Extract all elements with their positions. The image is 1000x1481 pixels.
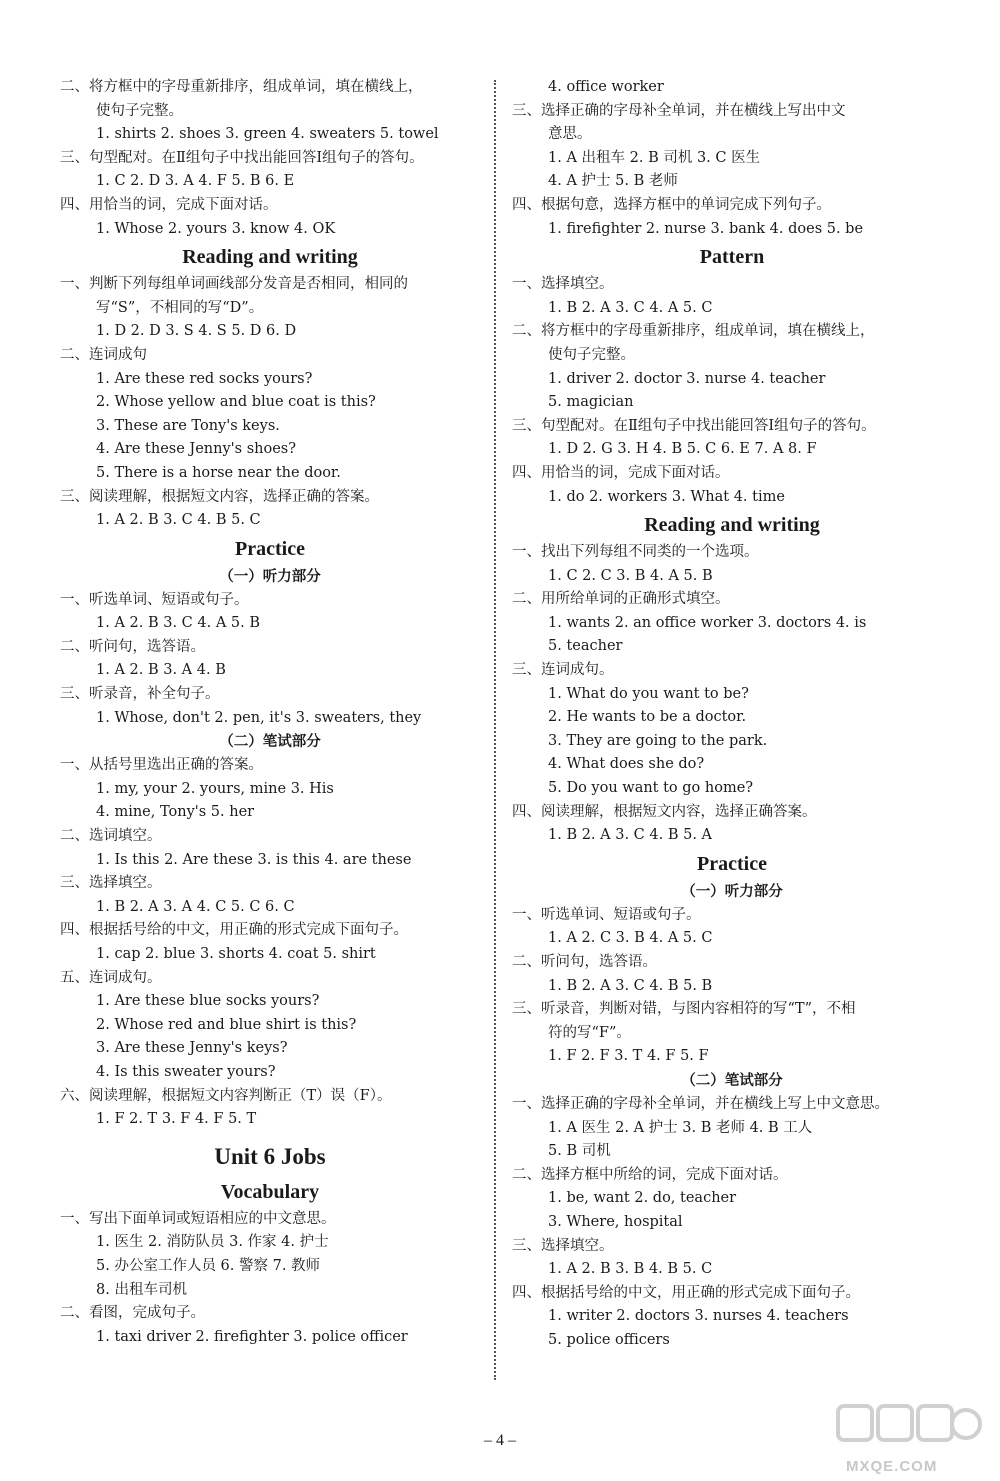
question-heading: 三、阅读理解，根据短文内容，选择正确的答案。 bbox=[60, 488, 379, 505]
subsection-heading: （一）听力部分 bbox=[681, 882, 783, 900]
answer-line: 1. Whose, don't 2. pen, it's 3. sweaters, they bbox=[96, 709, 422, 726]
answer-line: 1. 医生 2. 消防队员 3. 作家 4. 护士 bbox=[96, 1234, 329, 1251]
answer-line: 1. F 2. F 3. T 4. F 5. F bbox=[548, 1048, 709, 1065]
answer-line: 1. A 2. B 3. C 4. A 5. B bbox=[96, 615, 261, 632]
answer-line: 1. A 医生 2. A 护士 3. B 老师 4. B 工人 bbox=[548, 1119, 813, 1136]
question-heading: 三、句型配对。在Ⅱ组句子中找出能回答Ⅰ组句子的答句。 bbox=[512, 417, 876, 434]
question-heading: 五、连词成句。 bbox=[60, 969, 162, 986]
answer-line: 3. Where, hospital bbox=[548, 1213, 683, 1230]
answer-line: 8. 出租车司机 bbox=[96, 1281, 187, 1298]
question-heading: 一、写出下面单词或短语相应的中文意思。 bbox=[60, 1210, 336, 1227]
question-heading: 二、将方框中的字母重新排序，组成单词，填在横线上， bbox=[60, 79, 423, 95]
answer-line: 写“S”，不相同的写“D”。 bbox=[96, 299, 264, 316]
question-heading: 一、选择填空。 bbox=[512, 276, 614, 293]
answer-line: 1. D 2. D 3. S 4. S 5. D 6. D bbox=[96, 323, 297, 340]
section-heading: Pattern bbox=[699, 246, 765, 269]
question-heading: 二、连词成句 bbox=[60, 346, 147, 363]
question-heading: 四、根据句意，选择方框中的单词完成下列句子。 bbox=[512, 196, 831, 213]
answer-line: 4. Is this sweater yours? bbox=[96, 1063, 276, 1080]
answer-line: 1. my, your 2. yours, mine 3. His bbox=[96, 780, 334, 797]
answer-line: 1. B 2. A 3. C 4. B 5. B bbox=[548, 977, 713, 994]
answer-line: 1. What do you want to be? bbox=[548, 685, 749, 702]
answer-line: 2. Whose red and blue shirt is this? bbox=[96, 1016, 357, 1033]
answer-line: 3. Are these Jenny's keys? bbox=[96, 1040, 288, 1057]
answer-line: 3. They are going to the park. bbox=[548, 732, 768, 749]
answer-line: 1. Are these blue socks yours? bbox=[96, 993, 320, 1010]
left-column bbox=[60, 76, 480, 1349]
question-heading: 三、选择填空。 bbox=[512, 1237, 614, 1254]
answer-line: 1. taxi driver 2. firefighter 3. police officer bbox=[96, 1328, 408, 1345]
question-heading: 六、阅读理解，根据短文内容判断正（T）误（F）。 bbox=[60, 1087, 392, 1104]
answer-line: 1. B 2. A 3. C 4. A 5. C bbox=[548, 299, 713, 316]
answer-line: 4. A 护士 5. B 老师 bbox=[548, 173, 678, 190]
answer-line: 1. driver 2. doctor 3. nurse 4. teacher bbox=[548, 370, 826, 387]
section-heading: Reading and writing bbox=[182, 246, 358, 269]
answer-line: 1. A 2. B 3. C 4. B 5. C bbox=[96, 512, 261, 529]
answer-line: 1. A 2. C 3. B 4. A 5. C bbox=[548, 930, 713, 947]
question-heading: 三、句型配对。在Ⅱ组句子中找出能回答Ⅰ组句子的答句。 bbox=[60, 149, 424, 166]
answer-line: 1. B 2. A 3. A 4. C 5. C 6. C bbox=[96, 898, 295, 915]
answer-line: 意思。 bbox=[548, 126, 592, 143]
answer-line: 5. 办公室工作人员 6. 警察 7. 教师 bbox=[96, 1257, 321, 1274]
answer-line: 5. B 司机 bbox=[548, 1143, 611, 1160]
answer-line: 使句子完整。 bbox=[96, 102, 183, 119]
answer-line: 5. Do you want to go home? bbox=[548, 780, 754, 797]
answer-line: 1. D 2. G 3. H 4. B 5. C 6. E 7. A 8. F bbox=[548, 441, 817, 458]
answer-line: 1. wants 2. an office worker 3. doctors 4. is bbox=[548, 614, 867, 631]
question-heading: 三、听录音，判断对错，与图内容相符的写“T”，不相 bbox=[512, 1001, 856, 1018]
right-column bbox=[512, 76, 952, 1353]
subsection-heading: （二）笔试部分 bbox=[219, 733, 321, 751]
question-heading: 四、用恰当的词，完成下面对话。 bbox=[512, 464, 730, 481]
answer-line: 1. be, want 2. do, teacher bbox=[548, 1190, 737, 1207]
answer-line: 1. do 2. workers 3. What 4. time bbox=[548, 488, 785, 505]
answer-line: 4. office worker bbox=[548, 79, 664, 95]
answer-line: 3. These are Tony's keys. bbox=[96, 417, 280, 434]
question-heading: 二、将方框中的字母重新排序，组成单词，填在横线上， bbox=[512, 323, 875, 340]
question-heading: 二、听问句，选答语。 bbox=[512, 954, 657, 970]
answer-line: 4. mine, Tony's 5. her bbox=[96, 804, 255, 821]
answer-line: 1. shirts 2. shoes 3. green 4. sweaters 5. towel bbox=[96, 126, 439, 143]
section-heading: Practice bbox=[235, 537, 305, 560]
answer-line: 5. magician bbox=[548, 394, 634, 411]
answer-line: 1. Whose 2. yours 3. know 4. OK bbox=[96, 220, 336, 237]
question-heading: 四、用恰当的词，完成下面对话。 bbox=[60, 196, 278, 213]
question-heading: 一、从括号里选出正确的答案。 bbox=[60, 757, 263, 774]
answer-line: 5. teacher bbox=[548, 638, 623, 655]
question-heading: 二、选择方框中所给的词，完成下面对话。 bbox=[512, 1166, 788, 1183]
section-heading: Reading and writing bbox=[644, 514, 820, 537]
subsection-heading: （二）笔试部分 bbox=[681, 1071, 783, 1089]
answer-line: 1. A 2. B 3. B 4. B 5. C bbox=[548, 1261, 713, 1278]
question-heading: 三、选择填空。 bbox=[60, 875, 162, 892]
answer-line: 1. Is this 2. Are these 3. is this 4. are these bbox=[96, 851, 412, 868]
question-heading: 四、阅读理解，根据短文内容，选择正确答案。 bbox=[512, 803, 817, 820]
answer-line: 5. police officers bbox=[548, 1331, 670, 1348]
answer-line: 1. A 出租车 2. B 司机 3. C 医生 bbox=[548, 149, 761, 166]
answer-line: 1. F 2. T 3. F 4. F 5. T bbox=[96, 1111, 257, 1128]
section-heading: Practice bbox=[697, 852, 767, 875]
question-heading: 三、听录音，补全句子。 bbox=[60, 686, 220, 703]
question-heading: 二、选词填空。 bbox=[60, 828, 162, 845]
question-heading: 三、选择正确的字母补全单词，并在横线上写出中文 bbox=[512, 102, 846, 119]
question-heading: 四、根据括号给的中文，用正确的形式完成下面句子。 bbox=[60, 922, 408, 939]
answer-line: 2. Whose yellow and blue coat is this? bbox=[96, 394, 376, 411]
unit-heading: Unit 6 Jobs bbox=[214, 1143, 326, 1169]
answer-line: 1. writer 2. doctors 3. nurses 4. teachers bbox=[548, 1308, 849, 1325]
question-heading: 一、判断下列每组单词画线部分发音是否相同，相同的 bbox=[60, 276, 408, 293]
column-divider bbox=[494, 80, 496, 1380]
answer-line: 1. C 2. C 3. B 4. A 5. B bbox=[548, 567, 713, 584]
question-heading: 二、用所给单词的正确形式填空。 bbox=[512, 591, 730, 608]
question-heading: 一、听选单词、短语或句子。 bbox=[60, 591, 249, 608]
question-heading: 一、找出下列每组不同类的一个选项。 bbox=[512, 544, 759, 561]
answer-line: 4. What does she do? bbox=[548, 756, 705, 773]
answer-line: 1. Are these red socks yours? bbox=[96, 370, 313, 387]
question-heading: 二、看图，完成句子。 bbox=[60, 1305, 205, 1322]
answer-line: 1. C 2. D 3. A 4. F 5. B 6. E bbox=[96, 173, 295, 190]
answer-line: 1. firefighter 2. nurse 3. bank 4. does 5. be bbox=[548, 220, 864, 237]
question-heading: 一、听选单词、短语或句子。 bbox=[512, 906, 701, 923]
answer-line: 1. A 2. B 3. A 4. B bbox=[96, 662, 226, 679]
answer-line: 符的写“F”。 bbox=[548, 1024, 631, 1041]
question-heading: 三、连词成句。 bbox=[512, 662, 614, 679]
watermark-text: MXQE.COM bbox=[846, 1458, 938, 1475]
answer-line: 2. He wants to be a doctor. bbox=[548, 709, 747, 726]
answer-line: 1. cap 2. blue 3. shorts 4. coat 5. shirt bbox=[96, 946, 376, 962]
answer-line: 使句子完整。 bbox=[548, 346, 635, 363]
subsection-heading: （一）听力部分 bbox=[219, 567, 321, 585]
answer-line: 1. B 2. A 3. C 4. B 5. A bbox=[548, 827, 713, 844]
answer-line: 5. There is a horse near the door. bbox=[96, 464, 341, 481]
question-heading: 二、听问句，选答语。 bbox=[60, 638, 205, 655]
page-number: – 4 – bbox=[484, 1432, 516, 1449]
answer-line: 4. Are these Jenny's shoes? bbox=[96, 441, 297, 458]
question-heading: 四、根据括号给的中文，用正确的形式完成下面句子。 bbox=[512, 1284, 860, 1301]
question-heading: 一、选择正确的字母补全单词，并在横线上写上中文意思。 bbox=[512, 1095, 889, 1112]
section-heading: Vocabulary bbox=[220, 1180, 320, 1203]
